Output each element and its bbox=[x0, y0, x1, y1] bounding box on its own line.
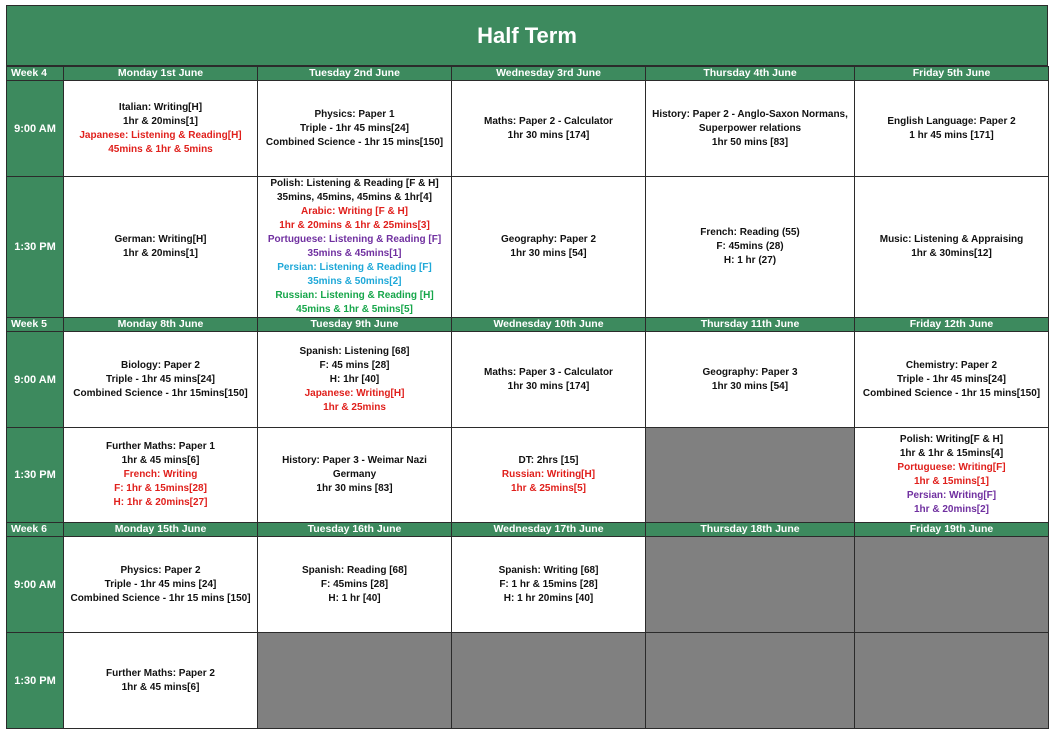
exam-cell bbox=[452, 177, 646, 318]
exam-line: Maths: Paper 2 - Calculator bbox=[484, 115, 613, 127]
exam-line: F: 1hr & 15mins[28] bbox=[114, 483, 207, 494]
exam-cell bbox=[855, 81, 1049, 177]
session-row bbox=[7, 332, 1049, 428]
exam-cell bbox=[64, 428, 258, 523]
page-title: Half Term bbox=[477, 22, 577, 48]
exam-cell bbox=[855, 332, 1049, 428]
exam-line: 1hr & 30mins[12] bbox=[911, 248, 992, 259]
week-label: Week 6 bbox=[7, 523, 64, 537]
day-header: Monday 1st June bbox=[64, 67, 258, 81]
empty-slot bbox=[646, 633, 855, 729]
title-banner bbox=[6, 5, 1048, 66]
exam-cell bbox=[452, 81, 646, 177]
empty-slot bbox=[258, 633, 452, 729]
exam-line: 1hr & 45 mins[6] bbox=[121, 681, 200, 693]
day-header: Friday 12th June bbox=[855, 318, 1049, 332]
exam-line: French: Writing bbox=[123, 469, 198, 480]
session-time: 1:30 PM bbox=[7, 633, 64, 729]
exam-cell bbox=[855, 428, 1049, 523]
session-row bbox=[7, 428, 1049, 523]
empty-slot bbox=[646, 428, 855, 523]
session-time: 9:00 AM bbox=[7, 332, 64, 428]
day-header: Wednesday 3rd June bbox=[452, 67, 646, 81]
exam-line: Triple - 1hr 45 mins [24] bbox=[104, 578, 217, 590]
exam-cell bbox=[64, 81, 258, 177]
exam-line: 35mins, 45mins, 45mins & 1hr[4] bbox=[276, 192, 433, 203]
week-header-row bbox=[7, 67, 1049, 81]
exam-line: French: Reading (55) bbox=[700, 227, 800, 238]
exam-cell bbox=[452, 332, 646, 428]
exam-cell bbox=[64, 177, 258, 318]
exam-line: F: 45mins [28] bbox=[320, 578, 389, 590]
session-row bbox=[7, 633, 1049, 729]
exam-line: F: 1 hr & 15mins [28] bbox=[499, 578, 598, 590]
exam-cell bbox=[646, 81, 855, 177]
session-row bbox=[7, 177, 1049, 318]
exam-line: Chemistry: Paper 2 bbox=[905, 359, 998, 371]
exam-line: 1hr 30 mins [83] bbox=[316, 483, 393, 494]
exam-line: 1hr 30 mins [54] bbox=[510, 248, 587, 259]
exam-line: Russian: Listening & Reading [H] bbox=[275, 290, 434, 301]
exam-line: 1hr & 25mins[5] bbox=[510, 483, 587, 494]
week-header-row bbox=[7, 523, 1049, 537]
exam-table bbox=[6, 66, 1049, 729]
exam-line: Portuguese: Writing[F] bbox=[897, 462, 1006, 473]
exam-line: Spanish: Reading [68] bbox=[301, 564, 407, 576]
exam-line: Japanese: Writing[H] bbox=[304, 387, 405, 399]
day-header: Monday 15th June bbox=[64, 523, 258, 537]
exam-line: 1hr & 25mins bbox=[323, 401, 386, 413]
exam-line: Arabic: Writing [F & H] bbox=[300, 206, 409, 217]
empty-slot bbox=[855, 633, 1049, 729]
exam-line: 1hr 50 mins [83] bbox=[711, 136, 789, 148]
week-header-row bbox=[7, 318, 1049, 332]
exam-line: Persian: Listening & Reading [F] bbox=[277, 262, 432, 273]
day-header: Tuesday 9th June bbox=[258, 318, 452, 332]
exam-line: H: 1 hr 20mins [40] bbox=[503, 592, 594, 604]
week-label: Week 4 bbox=[7, 67, 64, 81]
exam-line: Triple - 1hr 45 mins[24] bbox=[300, 122, 409, 134]
exam-line: Geography: Paper 2 bbox=[500, 234, 597, 245]
exam-line: 1hr 30 mins [54] bbox=[711, 380, 789, 392]
exam-line: Combined Science - 1hr 15 mins [150] bbox=[70, 592, 251, 604]
day-header: Thursday 11th June bbox=[646, 318, 855, 332]
exam-line: F: 45 mins [28] bbox=[319, 359, 390, 371]
exam-line: H: 1hr & 20mins[27] bbox=[113, 497, 208, 508]
exam-line: Combined Science - 1hr 15mins[150] bbox=[73, 387, 248, 399]
exam-cell bbox=[855, 177, 1049, 318]
exam-line: Polish: Listening & Reading [F & H] bbox=[270, 178, 439, 189]
session-time: 9:00 AM bbox=[7, 537, 64, 633]
exam-line: English Language: Paper 2 bbox=[887, 115, 1016, 127]
exam-line: 35mins & 45mins[1] bbox=[307, 248, 402, 259]
session-time: 1:30 PM bbox=[7, 428, 64, 523]
exam-line: Triple - 1hr 45 mins[24] bbox=[106, 373, 215, 385]
day-header: Tuesday 2nd June bbox=[258, 67, 452, 81]
exam-line: Russian: Writing[H] bbox=[501, 469, 596, 480]
exam-line: 1hr 30 mins [174] bbox=[507, 380, 590, 392]
exam-line: 35mins & 50mins[2] bbox=[307, 276, 402, 287]
exam-line: History: Paper 2 - Anglo-Saxon Normans, bbox=[652, 108, 848, 120]
exam-cell bbox=[258, 81, 452, 177]
exam-cell bbox=[258, 177, 452, 318]
timetable bbox=[6, 5, 1048, 729]
exam-line: Polish: Writing[F & H] bbox=[899, 434, 1004, 445]
exam-line: 1hr & 20mins & 1hr & 25mins[3] bbox=[279, 220, 430, 231]
exam-line: Combined Science - 1hr 15 mins[150] bbox=[862, 387, 1041, 399]
exam-line: Biology: Paper 2 bbox=[121, 359, 200, 371]
exam-cell bbox=[258, 332, 452, 428]
exam-line: F: 45mins (28) bbox=[716, 241, 784, 252]
empty-slot bbox=[646, 537, 855, 633]
exam-line: Spanish: Writing [68] bbox=[498, 564, 599, 576]
day-header: Monday 8th June bbox=[64, 318, 258, 332]
week-label: Week 5 bbox=[7, 318, 64, 332]
exam-line: H: 1 hr [40] bbox=[328, 592, 381, 604]
exam-line: 1hr & 20mins[1] bbox=[122, 248, 199, 259]
exam-line: Physics: Paper 1 bbox=[314, 108, 395, 120]
exam-line: 1hr & 45 mins[6] bbox=[121, 455, 200, 466]
exam-cell bbox=[452, 537, 646, 633]
exam-line: Portuguese: Listening & Reading [F] bbox=[267, 234, 442, 245]
exam-line: Further Maths: Paper 2 bbox=[106, 667, 215, 679]
exam-line: Further Maths: Paper 1 bbox=[106, 441, 215, 452]
exam-line: Combined Science - 1hr 15 mins[150] bbox=[265, 136, 444, 148]
session-row bbox=[7, 81, 1049, 177]
exam-cell bbox=[64, 633, 258, 729]
exam-line: Geography: Paper 3 bbox=[702, 366, 798, 378]
session-time: 1:30 PM bbox=[7, 177, 64, 318]
exam-line: 1hr & 15mins[1] bbox=[913, 476, 990, 487]
exam-cell bbox=[258, 428, 452, 523]
exam-line: History: Paper 3 - Weimar Nazi Germany bbox=[282, 455, 427, 480]
day-header: Wednesday 17th June bbox=[452, 523, 646, 537]
exam-line: Italian: Writing[H] bbox=[118, 101, 203, 113]
exam-cell bbox=[64, 537, 258, 633]
session-time: 9:00 AM bbox=[7, 81, 64, 177]
exam-line: Music: Listening & Appraising bbox=[879, 234, 1024, 245]
day-header: Thursday 18th June bbox=[646, 523, 855, 537]
exam-cell bbox=[646, 332, 855, 428]
day-header: Wednesday 10th June bbox=[452, 318, 646, 332]
exam-cell bbox=[452, 428, 646, 523]
exam-line: 1hr & 20mins[2] bbox=[913, 504, 990, 515]
exam-cell bbox=[64, 332, 258, 428]
exam-cell bbox=[646, 177, 855, 318]
day-header: Thursday 4th June bbox=[646, 67, 855, 81]
exam-line: 45mins & 1hr & 5mins[5] bbox=[296, 304, 413, 315]
exam-line: 45mins & 1hr & 5mins bbox=[108, 143, 213, 155]
day-header: Friday 5th June bbox=[855, 67, 1049, 81]
table-body bbox=[7, 67, 1049, 729]
session-row bbox=[7, 537, 1049, 633]
empty-slot bbox=[452, 633, 646, 729]
day-header: Tuesday 16th June bbox=[258, 523, 452, 537]
exam-line: Maths: Paper 3 - Calculator bbox=[484, 366, 613, 378]
exam-line: Spanish: Listening [68] bbox=[299, 345, 410, 357]
exam-line: 1hr 30 mins [174] bbox=[507, 129, 590, 141]
exam-line: 1 hr 45 mins [171] bbox=[909, 129, 994, 141]
exam-line: German: Writing[H] bbox=[114, 234, 207, 245]
exam-line: 1hr & 20mins[1] bbox=[122, 115, 199, 127]
exam-line: H: 1 hr (27) bbox=[723, 255, 777, 266]
exam-line: Persian: Writing[F] bbox=[906, 490, 997, 501]
exam-line: Superpower relations bbox=[698, 122, 802, 134]
exam-line: H: 1hr [40] bbox=[329, 373, 380, 385]
exam-line: 1hr & 1hr & 15mins[4] bbox=[899, 448, 1004, 459]
exam-cell bbox=[258, 537, 452, 633]
exam-line: Triple - 1hr 45 mins[24] bbox=[897, 373, 1006, 385]
exam-line: Japanese: Listening & Reading[H] bbox=[79, 129, 242, 141]
exam-line: DT: 2hrs [15] bbox=[518, 455, 579, 466]
day-header: Friday 19th June bbox=[855, 523, 1049, 537]
exam-line: Physics: Paper 2 bbox=[120, 564, 201, 576]
empty-slot bbox=[855, 537, 1049, 633]
